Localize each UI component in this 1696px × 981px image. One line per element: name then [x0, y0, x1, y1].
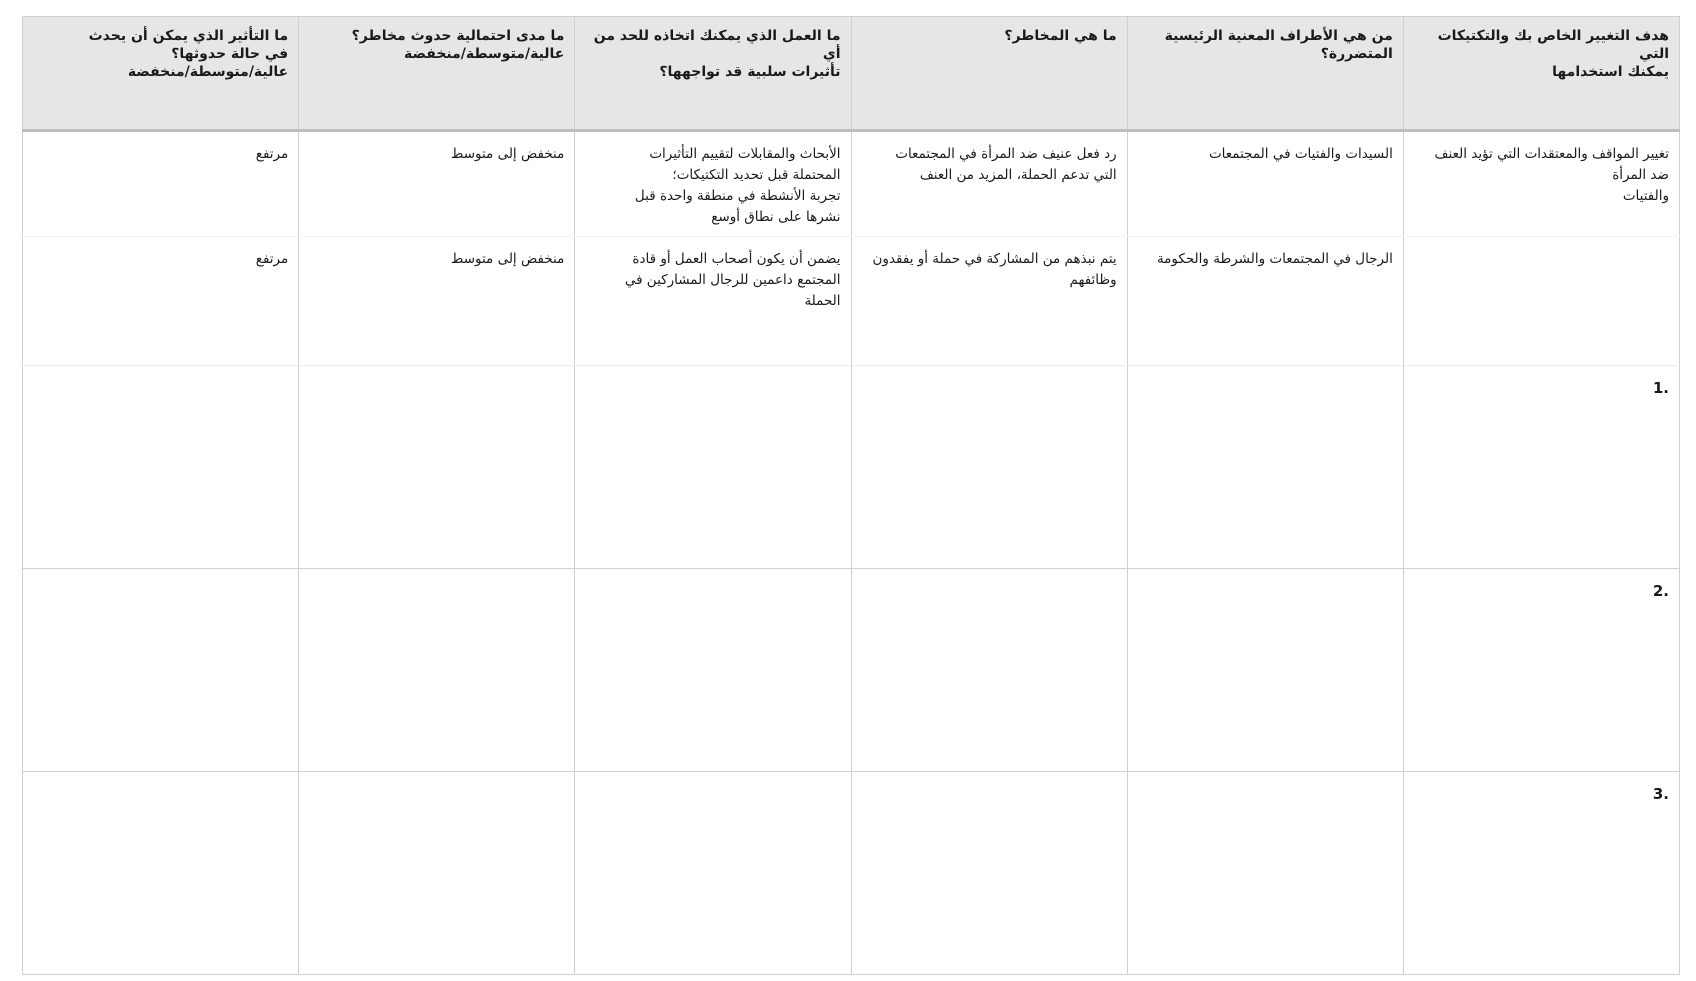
empty-cell[interactable] — [23, 569, 299, 772]
row-number: .3 — [1652, 785, 1669, 803]
cell-stakeholders[interactable]: الرجال في المجتمعات والشرطة والحكومة — [1127, 237, 1403, 366]
cell-goal[interactable]: تغيير المواقف والمعتقدات التي تؤيد العنف ضد المرأة والفتيات — [1403, 131, 1679, 237]
table-row — [23, 131, 1680, 237]
row-number: .1 — [1652, 379, 1669, 397]
cell-mitigation[interactable]: يضمن أن يكون أصحاب العمل أو قادة المجتمع داعمين للرجال المشاركين في الحملة — [575, 237, 851, 366]
header-likelihood: ما مدى احتمالية حدوث مخاطر؟ عالية/متوسطة/منخفضة — [299, 17, 575, 131]
table-row — [23, 569, 1680, 772]
cell-stakeholders[interactable]: السيدات والفتيات في المجتمعات — [1127, 131, 1403, 237]
header-row — [23, 17, 1680, 131]
empty-cell[interactable] — [23, 366, 299, 569]
risk-assessment-table — [22, 16, 1680, 975]
header-impact: ما التأثير الذي يمكن أن يحدث في حالة حدوثها؟ عالية/متوسطة/منخفضة — [23, 17, 299, 131]
cell-impact[interactable]: مرتفع — [23, 131, 299, 237]
empty-cell[interactable] — [851, 366, 1127, 569]
row-number-cell[interactable] — [1403, 772, 1679, 975]
cell-mitigation[interactable]: الأبحاث والمقابلات لتقييم التأثيرات المحتملة قبل تحديد التكتيكات؛ تجربة الأنشطة في منطقة واحدة قبل نشرها على نطاق أوسع — [575, 131, 851, 237]
empty-cell[interactable] — [575, 772, 851, 975]
row-number: .2 — [1652, 582, 1669, 600]
row-number-cell[interactable] — [1403, 366, 1679, 569]
table-row — [23, 772, 1680, 975]
table-row — [23, 366, 1680, 569]
empty-cell[interactable] — [23, 772, 299, 975]
empty-cell[interactable] — [575, 569, 851, 772]
empty-cell[interactable] — [299, 366, 575, 569]
cell-risks[interactable]: رد فعل عنيف ضد المرأة في المجتمعات التي تدعم الحملة، المزيد من العنف — [851, 131, 1127, 237]
empty-cell[interactable] — [851, 772, 1127, 975]
cell-likelihood[interactable]: منخفض إلى متوسط — [299, 131, 575, 237]
empty-cell[interactable] — [851, 569, 1127, 772]
empty-cell[interactable] — [299, 772, 575, 975]
cell-goal[interactable] — [1403, 237, 1679, 366]
table-row — [23, 237, 1680, 366]
empty-cell[interactable] — [575, 366, 851, 569]
header-mitigation: ما العمل الذي يمكنك اتخاذه للحد من أي تأثيرات سلبية قد تواجهها؟ — [575, 17, 851, 131]
empty-cell[interactable] — [1127, 569, 1403, 772]
row-number-cell[interactable] — [1403, 569, 1679, 772]
empty-cell[interactable] — [299, 569, 575, 772]
header-stakeholders: من هي الأطراف المعنية الرئيسية المتضررة؟ — [1127, 17, 1403, 131]
cell-likelihood[interactable]: منخفض إلى متوسط — [299, 237, 575, 366]
cell-impact[interactable]: مرتفع — [23, 237, 299, 366]
empty-cell[interactable] — [1127, 772, 1403, 975]
header-goal-tactics: هدف التغيير الخاص بك والتكتيكات التي يمكنك استخدامها — [1403, 17, 1679, 131]
empty-cell[interactable] — [1127, 366, 1403, 569]
cell-risks[interactable]: يتم نبذهم من المشاركة في حملة أو يفقدون وظائفهم — [851, 237, 1127, 366]
header-risks: ما هي المخاطر؟ — [851, 17, 1127, 131]
